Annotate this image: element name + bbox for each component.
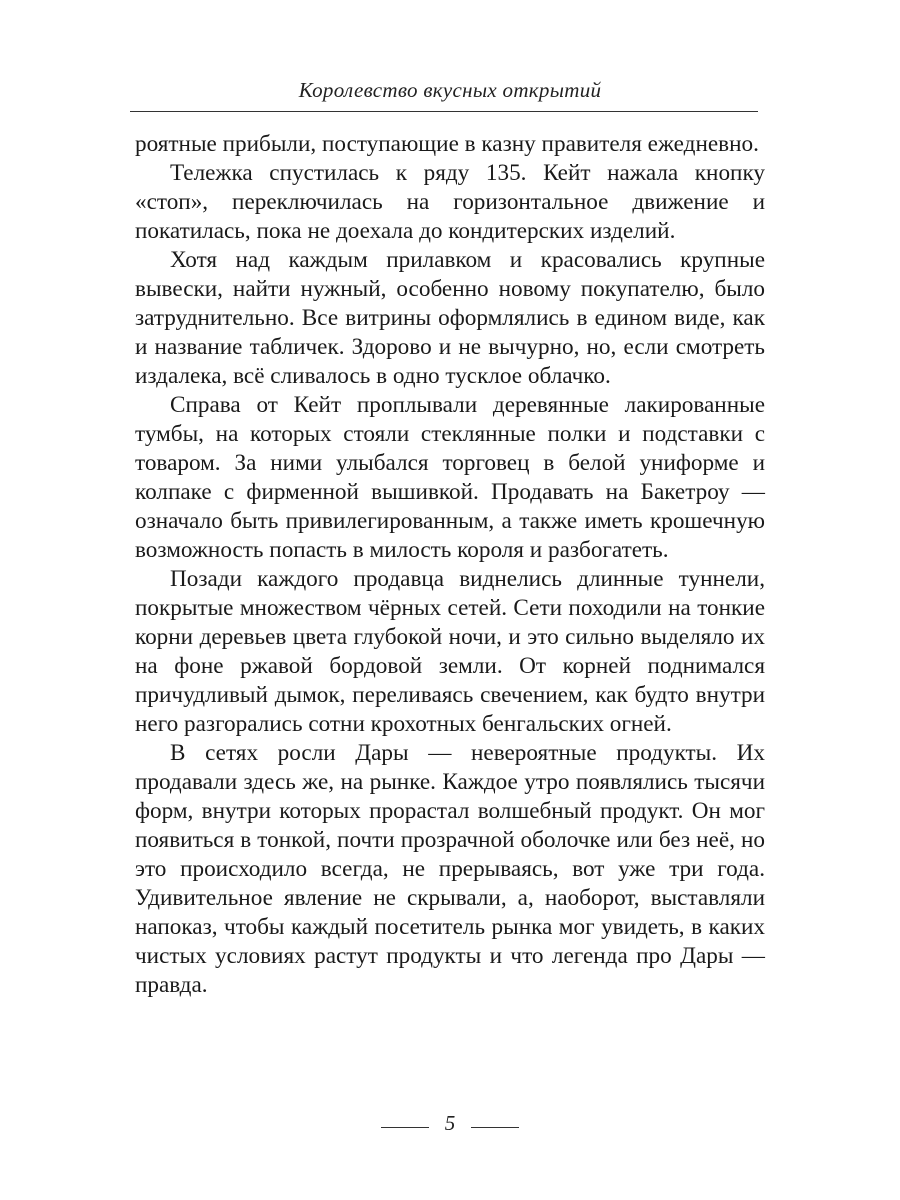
footer-rule-right bbox=[471, 1127, 519, 1128]
paragraph: Хотя над каждым прилавком и красовались крупные вывески, найти нужный, особенно новому покупателю, было затруднительно. Все витрины оформлялись в едином виде, как и название табличек. Здорово и не вычурно, но, если смотреть издалека, всё сливалось в одно тусклое облачко. bbox=[135, 247, 765, 389]
header-rule bbox=[130, 111, 758, 112]
paragraph: Тележка спустилась к ряду 135. Кейт нажала кнопку «стоп», переключилась на горизонтальное движение и покатилась, пока не доехала до кондитерских изделий. bbox=[135, 160, 765, 244]
running-head: Королевство вкусных открытий bbox=[298, 78, 602, 102]
page-number: 5 bbox=[444, 1110, 456, 1135]
paragraph: В сетях росли Дары — невероятные продукты. Их продавали здесь же, на рынке. Каждое утро появлялись тысячи форм, внутри которых прорастал волшебный продукт. Он мог появиться в тонкой, почти прозрачной оболочке или без неё, но это происходило всегда, не прерываясь, вот уже три года. Удивительное явление не скрывали, а, наоборот, выставляли напоказ, чтобы каждый посетитель рынка мог увидеть, в каких чистых условиях растут продукты и что легенда про Дары — правда. bbox=[135, 740, 765, 998]
footer-rule-left bbox=[381, 1127, 429, 1128]
body-text bbox=[135, 130, 765, 1000]
paragraph: Справа от Кейт проплывали деревянные лакированные тумбы, на которых стояли стеклянные полки и подставки с товаром. За ними улыбался торговец в белой униформе и колпаке с фирменной вышивкой. Продавать на Бакетроу — означало быть привилегированным, а также иметь крошечную возможность попасть в милость короля и разбогатеть. bbox=[135, 392, 765, 563]
paragraph: Позади каждого продавца виднелись длинные туннели, покрытые множеством чёрных сетей. Сети походили на тонкие корни деревьев цвета глубокой ночи, и это сильно выделяло их на фоне ржавой бордовой земли. От корней поднимался причудливый дымок, переливаясь свечением, как будто внутри него разгорались сотни крохотных бенгальских огней. bbox=[135, 566, 765, 737]
paragraph: роятные прибыли, поступающие в казну правителя ежедневно. bbox=[135, 131, 759, 157]
page-footer bbox=[370, 1108, 530, 1138]
